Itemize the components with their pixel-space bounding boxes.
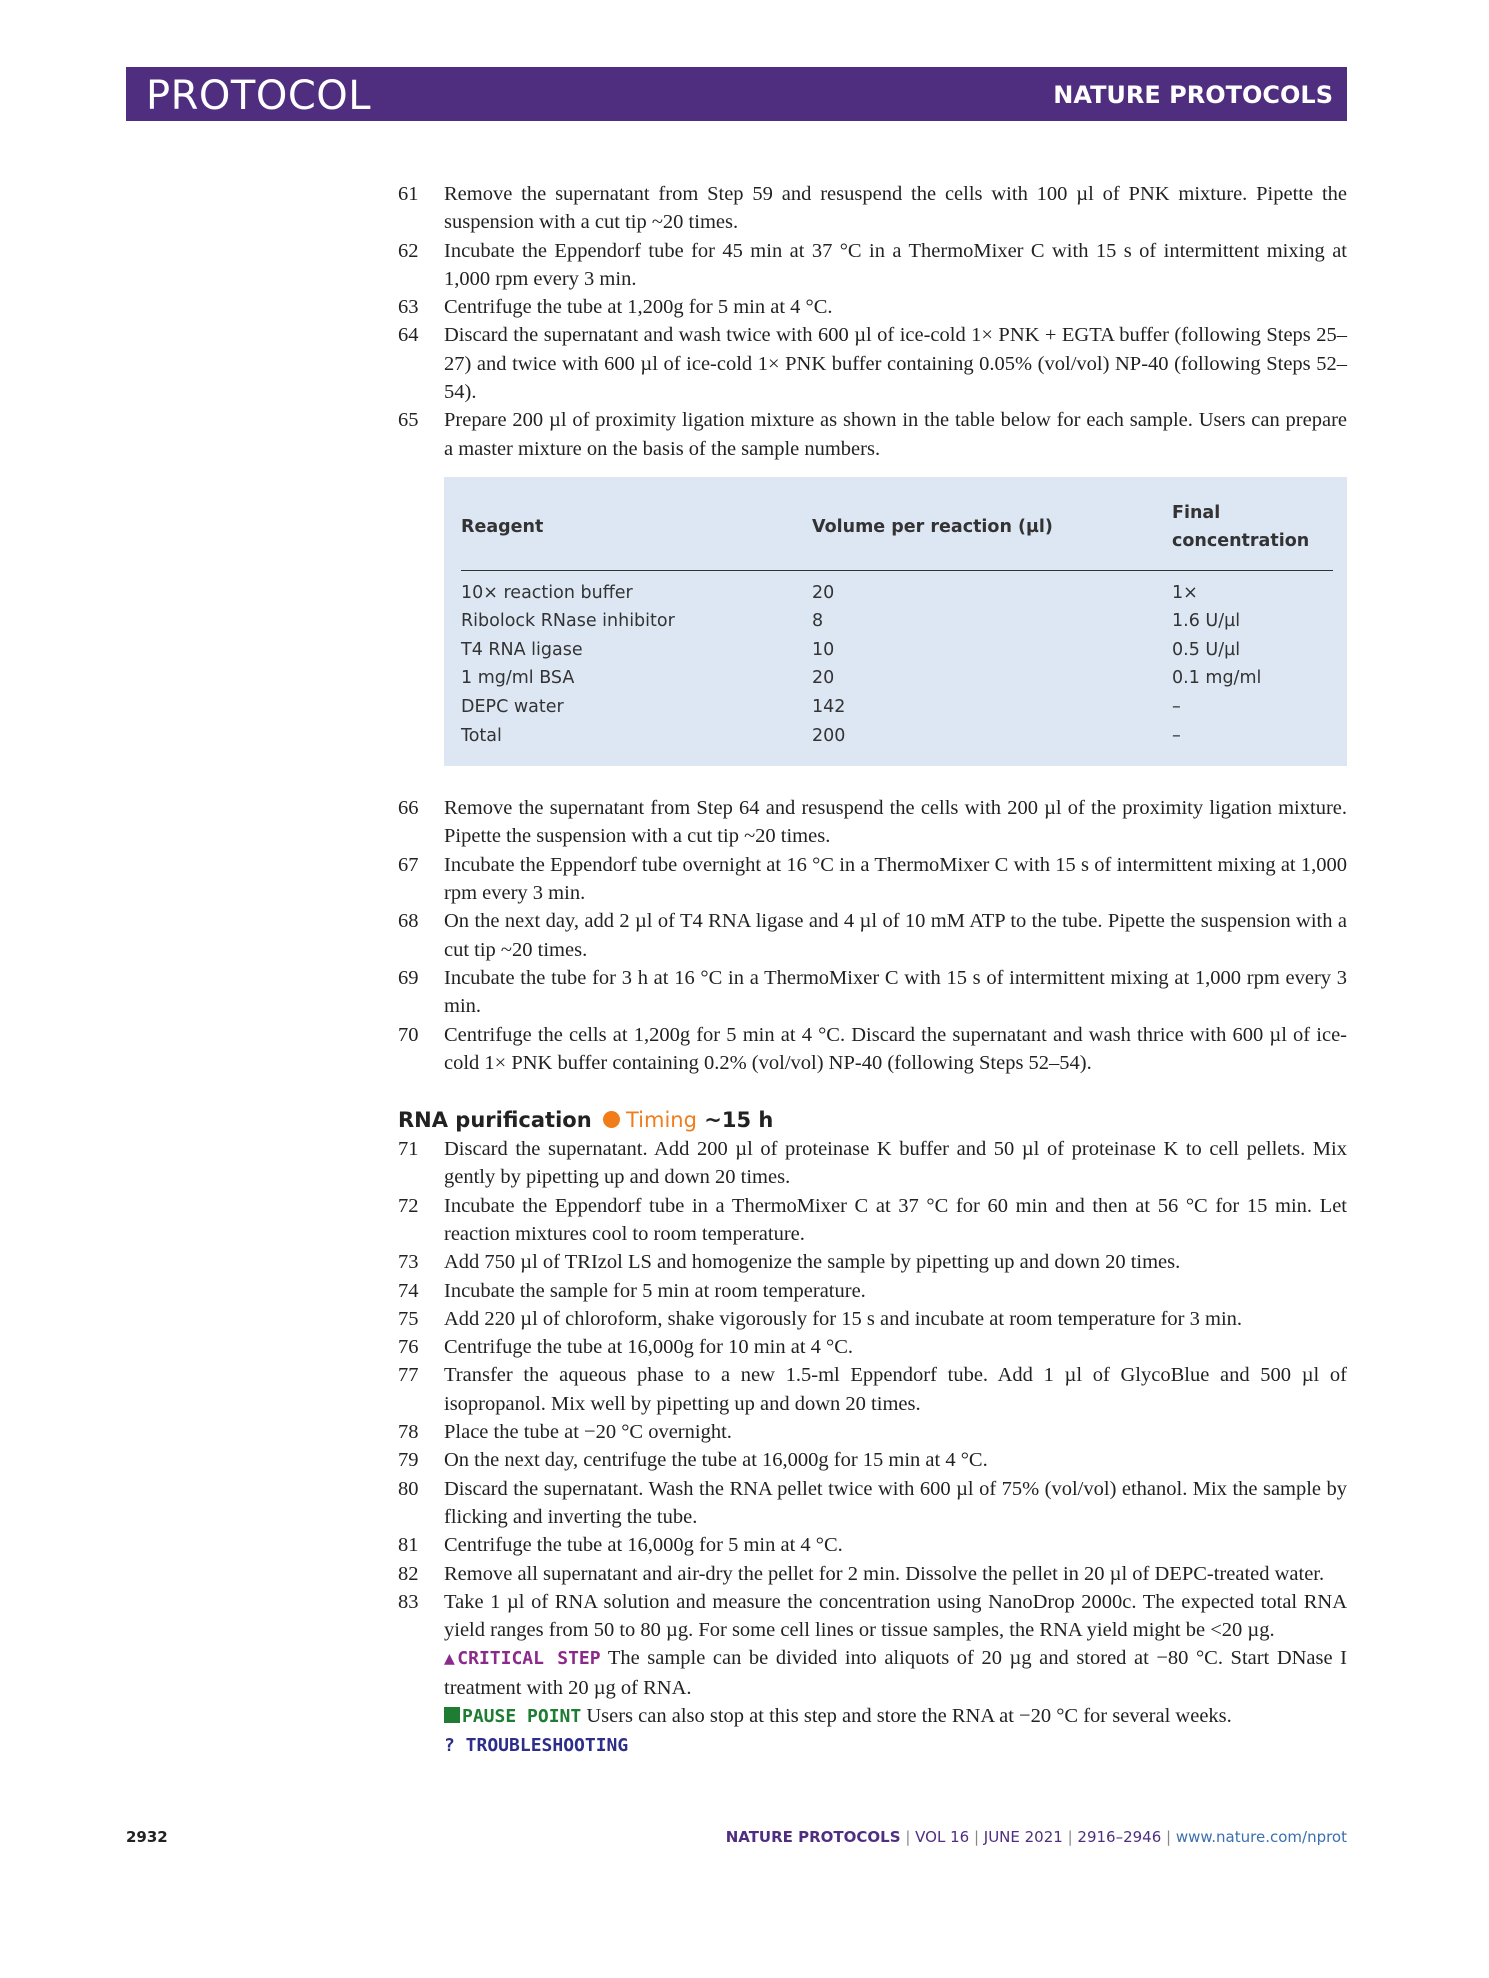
protocol-step [398, 907, 1347, 964]
reagent-cell: 1 mg/ml BSA [461, 668, 575, 689]
critical-step-note [444, 1644, 1347, 1702]
steps-group-a [398, 180, 1347, 463]
step-number: 73 [398, 1251, 419, 1274]
protocol-step [398, 1418, 1347, 1446]
step-text: Remove the supernatant from Step 59 and resuspend the cells with 100 µl of PNK mixture. Pipette the suspension with a cut tip ~20 times. [444, 183, 1347, 234]
reagent-cell: Total [461, 725, 502, 746]
step-text: Incubate the tube for 3 h at 16 °C in a ThermoMixer C with 15 s of intermittent mixing at 1,000 rpm every 3 min. [444, 966, 1347, 1018]
steps-group-b [398, 794, 1347, 1077]
reagent-table [444, 477, 1347, 766]
step-number: 76 [398, 1336, 419, 1359]
step-text: Remove all supernatant and air-dry the pellet for 2 min. Dissolve the pellet in 20 µl of DEPC-treated water. [444, 1562, 1325, 1585]
step-text: Discard the supernatant. Wash the RNA pellet twice with 600 µl of 75% (vol/vol) ethanol. Mix the sample by flicking and inverting the tube. [444, 1477, 1347, 1528]
step-number: 63 [398, 296, 419, 319]
pause-square-icon [444, 1707, 460, 1723]
protocol-step [398, 1475, 1347, 1532]
step-number: 83 [398, 1590, 419, 1613]
section-heading-rna-purification [398, 1105, 1347, 1135]
page-header [126, 67, 1347, 121]
step-text: Incubate the Eppendorf tube for 45 min at 37 °C in a ThermoMixer C with 15 s of intermittent mixing at 1,000 rpm every 3 min. [444, 239, 1347, 290]
step-number: 82 [398, 1562, 419, 1585]
step-number: 80 [398, 1477, 419, 1500]
step-number: 75 [398, 1307, 419, 1330]
pause-point-note [444, 1702, 1347, 1731]
protocol-step [398, 1560, 1347, 1588]
pause-point-label: PAUSE POINT [462, 1706, 582, 1728]
volume-cell: 20 [812, 668, 835, 689]
step-number: 81 [398, 1534, 419, 1557]
footer-volume: VOL 16 [915, 1828, 970, 1846]
step-number: 72 [398, 1194, 419, 1217]
protocol-step [398, 1333, 1347, 1361]
step-text: Centrifuge the tube at 16,000g for 10 min at 4 °C. [444, 1336, 854, 1359]
page-number: 2932 [126, 1828, 168, 1846]
step-text: Discard the supernatant. Add 200 µl of proteinase K buffer and 50 µl of proteinase K to cell pellets. Mix gently by pipetting up and down 20 times. [444, 1138, 1347, 1189]
step-number: 62 [398, 239, 419, 262]
protocol-step [398, 1361, 1347, 1418]
table-row [461, 570, 1333, 607]
step-text: Incubate the Eppendorf tube overnight at 16 °C in a ThermoMixer C with 15 s of intermittent mixing at 1,000 rpm every 3 min. [444, 853, 1347, 905]
timing-dot-icon [603, 1111, 620, 1128]
step-text: Centrifuge the tube at 1,200g for 5 min at 4 °C. [444, 296, 833, 319]
protocol-step [398, 1531, 1347, 1559]
step-text: Transfer the aqueous phase to a new 1.5-ml Eppendorf tube. Add 1 µl of GlycoBlue and 500 µl of isopropanol. Mix well by pipetting up and down 20 times. [444, 1364, 1347, 1415]
protocol-step [398, 1588, 1347, 1645]
table-row [461, 607, 1333, 636]
step-text: Centrifuge the tube at 16,000g for 5 min at 4 °C. [444, 1534, 843, 1557]
steps-group-c [398, 1135, 1347, 1644]
concentration-cell: – [1172, 725, 1181, 746]
protocol-step [398, 794, 1347, 851]
table-row [461, 722, 1333, 751]
protocol-step [398, 1135, 1347, 1192]
page-footer [126, 1828, 1347, 1852]
reagent-cell: 10× reaction buffer [461, 582, 633, 603]
concentration-cell: – [1172, 696, 1181, 717]
critical-step-label: ▲CRITICAL STEP [444, 1648, 601, 1670]
volume-cell: 10 [812, 639, 835, 660]
step-number: 71 [398, 1138, 419, 1161]
step-text: Incubate the Eppendorf tube in a ThermoMixer C at 37 °C for 60 min and then at 56 °C for 15 min. Let reaction mixtures cool to room temperature. [444, 1194, 1347, 1245]
step-text: Place the tube at −20 °C overnight. [444, 1421, 732, 1444]
protocol-step [398, 851, 1347, 908]
volume-cell: 200 [812, 725, 846, 746]
timing-label: Timing [625, 1108, 697, 1133]
step-number: 68 [398, 910, 419, 933]
footer-pages: 2916–2946 [1077, 1828, 1162, 1846]
step-text: Discard the supernatant and wash twice with 600 µl of ice-cold 1× PNK + EGTA buffer (following Steps 25–27) and twice with 600 µl of ice-cold 1× PNK buffer containing 0.05% (vol/vol) NP-40 (following Steps 52–54). [444, 324, 1347, 404]
concentration-cell: 1× [1172, 582, 1198, 603]
protocol-step [398, 1192, 1347, 1249]
step-number: 78 [398, 1421, 419, 1444]
step-number: 67 [398, 853, 419, 876]
footer-date: JUNE 2021 [983, 1828, 1063, 1846]
step-number: 66 [398, 797, 419, 820]
reagent-cell: T4 RNA ligase [461, 639, 583, 660]
step-text: On the next day, add 2 µl of T4 RNA ligase and 4 µl of 10 mM ATP to the tube. Pipette the suspension with a cut tip ~20 times. [444, 910, 1347, 961]
step-text: Add 220 µl of chloroform, shake vigorously for 15 s and incubate at room temperature for 3 min. [444, 1307, 1243, 1330]
step-text: Take 1 µl of RNA solution and measure the concentration using NanoDrop 2000c. The expected total RNA yield ranges from 50 to 80 µg. For some cell lines or tissue samples, the RNA yield might be <20 µg. [444, 1590, 1347, 1642]
step-number: 77 [398, 1364, 419, 1387]
step-text: Add 750 µl of TRIzol LS and homogenize the sample by pipetting up and down 20 times. [444, 1251, 1181, 1274]
reagent-cell: DEPC water [461, 696, 564, 717]
volume-cell: 20 [812, 582, 835, 603]
header-section-label: PROTOCOL [146, 73, 372, 119]
step-text: Centrifuge the cells at 1,200g for 5 min at 4 °C. Discard the supernatant and wash thrice with 600 µl of ice-cold 1× PNK buffer containing 0.2% (vol/vol) NP-40 (following Steps 52–54). [444, 1023, 1347, 1074]
step-number: 65 [398, 409, 419, 432]
protocol-step [398, 293, 1347, 321]
step-number: 69 [398, 966, 419, 989]
step-number: 61 [398, 183, 419, 205]
troubleshooting-link[interactable]: ? TROUBLESHOOTING [444, 1735, 629, 1757]
step-text: Incubate the sample for 5 min at room temperature. [444, 1279, 866, 1302]
protocol-step [398, 1446, 1347, 1474]
protocol-step [398, 964, 1347, 1021]
critical-step-text: The sample can be divided into aliquots of 20 µg and stored at −80 °C. Start DNase I treatment with 20 µg of RNA. [444, 1647, 1348, 1699]
table-header-concentration: Final concentration [1172, 489, 1333, 570]
step-number: 70 [398, 1023, 419, 1046]
protocol-step [398, 1305, 1347, 1333]
protocol-step [398, 321, 1347, 406]
footer-journal: NATURE PROTOCOLS [725, 1828, 901, 1846]
table-row [461, 636, 1333, 665]
table-header-volume: Volume per reaction (µl) [812, 489, 1172, 570]
step-number: 79 [398, 1449, 419, 1472]
timing-value: ~15 h [704, 1108, 774, 1133]
troubleshooting-note [444, 1731, 1347, 1760]
step-text: Prepare 200 µl of proximity ligation mixture as shown in the table below for each sample. Users can prepare a master mixture on the basis of the sample numbers. [444, 409, 1347, 460]
volume-cell: 142 [812, 696, 846, 717]
protocol-step [398, 237, 1347, 294]
table-row [461, 693, 1333, 722]
protocol-step [398, 1248, 1347, 1276]
protocol-step [398, 1021, 1347, 1078]
protocol-step [398, 406, 1347, 463]
reagent-cell: Ribolock RNase inhibitor [461, 611, 675, 632]
footer-citation: NATURE PROTOCOLS | VOL 16 | JUNE 2021 | 2916–2946 | www.nature.com/nprot [725, 1828, 1347, 1846]
step-text: On the next day, centrifuge the tube at 16,000g for 15 min at 4 °C. [444, 1449, 988, 1472]
table-header-reagent: Reagent [461, 489, 812, 570]
step-text: Remove the supernatant from Step 64 and resuspend the cells with 200 µl of the proximity ligation mixture. Pipette the suspension with a cut tip ~20 times. [444, 797, 1347, 848]
section-title: RNA purification [398, 1108, 592, 1133]
protocol-step [398, 180, 1347, 237]
volume-cell: 8 [812, 611, 824, 632]
table-row [461, 664, 1333, 693]
footer-url-link[interactable]: www.nature.com/nprot [1175, 1828, 1347, 1846]
table-header-row [461, 489, 1333, 570]
header-journal-name: NATURE PROTOCOLS [1053, 81, 1333, 109]
step-number: 64 [398, 324, 419, 347]
concentration-cell: 0.1 mg/ml [1172, 668, 1262, 689]
concentration-cell: 1.6 U/µl [1172, 611, 1241, 632]
step-number: 74 [398, 1279, 419, 1302]
concentration-cell: 0.5 U/µl [1172, 639, 1241, 660]
pause-point-text: Users can also stop at this step and store the RNA at −20 °C for several weeks. [586, 1705, 1232, 1728]
protocol-step [398, 1277, 1347, 1305]
main-content [398, 180, 1347, 1761]
